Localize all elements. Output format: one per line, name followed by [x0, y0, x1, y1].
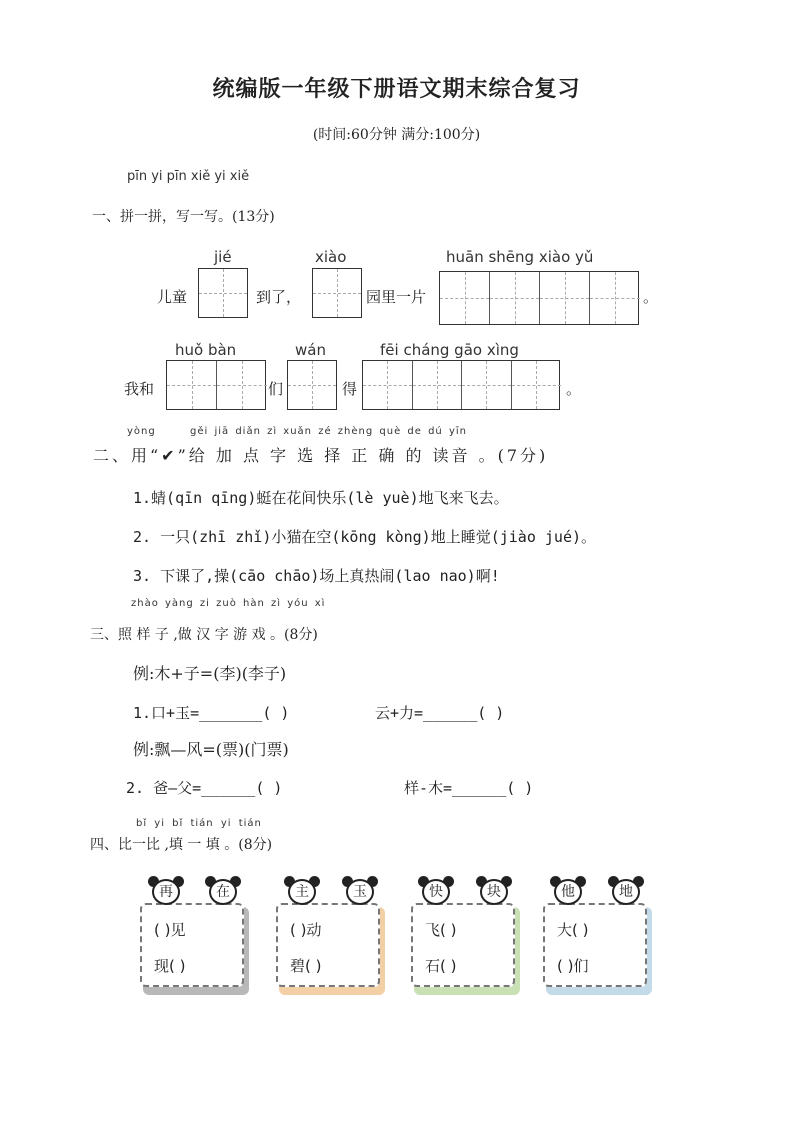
panda-icon [148, 876, 184, 906]
fill-line[interactable]: ( )们 [557, 957, 589, 975]
pinyin-label: huǒ bàn [175, 341, 237, 359]
char-label: 快 [422, 879, 450, 905]
section2-pinyin: yòng [127, 426, 156, 437]
pinyin-label: xiào [315, 248, 347, 266]
writing-box-2[interactable] [166, 360, 266, 410]
writing-box-4[interactable] [439, 271, 639, 325]
pinyin-label: fēi cháng gāo xìng [380, 341, 519, 359]
char-label: 他 [554, 879, 582, 905]
question-item: 2. 爸—父=______( ) [126, 779, 283, 797]
char-label: 再 [152, 879, 180, 905]
section4-heading: 四、比一比 ,填 一 填 。(8分) [90, 837, 273, 853]
pinyin-label: jié [214, 248, 232, 266]
writing-box[interactable] [312, 268, 362, 318]
fill-line[interactable]: 大( ) [557, 921, 589, 939]
sentence-text: 园里一片 [366, 288, 427, 306]
fill-line[interactable]: 石( ) [425, 957, 457, 975]
panda-icon [284, 876, 320, 906]
question-item: 1.蜻(qīn qīng)蜓在花间快乐(lè yuè)地飞来飞去。 [133, 489, 509, 507]
section2-pinyin: gěi jiā diǎn zì xuǎn zé zhèng què de dú yīn [190, 426, 467, 437]
sentence-text: 儿童 [157, 288, 188, 306]
fill-line[interactable]: ( )动 [290, 921, 322, 939]
example: 例:木+子=(李)(李子) [133, 664, 287, 683]
panda-icon [608, 876, 644, 906]
question-item: 2. 一只(zhī zhǐ)小猫在空(kōng kòng)地上睡觉(jiào jué)。 [133, 528, 597, 546]
pinyin-label: wán [295, 341, 326, 359]
question-item: 样-木=______( ) [404, 779, 534, 797]
char-label: 玉 [346, 879, 374, 905]
question-item: 云+力=______( ) [375, 704, 505, 722]
char-label: 主 [288, 879, 316, 905]
panda-icon [418, 876, 454, 906]
panda-icon [476, 876, 512, 906]
fill-card [411, 903, 515, 987]
writing-box[interactable] [287, 360, 337, 410]
page-title: 统编版一年级下册语文期末综合复习 [212, 77, 581, 102]
char-label: 地 [612, 879, 640, 905]
section3-pinyin: zhào yàng zi zuò hàn zì yóu xì [131, 598, 326, 609]
question-item: 1.口+玉=_______( ) [133, 704, 290, 722]
char-label: 在 [209, 879, 237, 905]
fill-card [140, 903, 244, 987]
section4-pinyin: bǐ yi bǐ tián yi tián [136, 818, 262, 829]
sentence-text: 。 [566, 380, 582, 398]
fill-card [543, 903, 647, 987]
writing-box-4[interactable] [362, 360, 560, 410]
exam-info: (时间:60分钟 满分:100分) [312, 127, 481, 143]
section3-heading: 三、照 样 子 ,做 汉 字 游 戏 。(8分) [90, 627, 318, 643]
fill-line[interactable]: 碧( ) [290, 957, 322, 975]
panda-icon [550, 876, 586, 906]
example: 例:飘—风=(票)(门票) [133, 740, 289, 759]
sentence-text: 得 [342, 380, 358, 398]
question-item: 3. 下课了,操(cāo chāo)场上真热闹(lao nao)啊! [133, 567, 500, 585]
fill-line[interactable]: 现( ) [154, 957, 186, 975]
section1-heading-pinyin: pīn yi pīn xiě yi xiě [127, 169, 250, 184]
pinyin-label: huān shēng xiào yǔ [446, 248, 594, 266]
section1-heading: 一、拼一拼，写一写。(13分) [92, 209, 275, 225]
fill-card [276, 903, 380, 987]
sentence-text: 到了， [256, 288, 302, 306]
sentence-text: 们 [268, 380, 284, 398]
sentence-text: 。 [643, 288, 659, 306]
char-label: 块 [480, 879, 508, 905]
panda-icon [205, 876, 241, 906]
sentence-text: 我和 [124, 380, 155, 398]
section2-heading: 二、用“✔”给 加 点 字 选 择 正 确 的 读音 。(7分) [93, 446, 549, 465]
fill-line[interactable]: ( )见 [154, 921, 186, 939]
fill-line[interactable]: 飞( ) [425, 921, 457, 939]
writing-box[interactable] [198, 268, 248, 318]
panda-icon [342, 876, 378, 906]
